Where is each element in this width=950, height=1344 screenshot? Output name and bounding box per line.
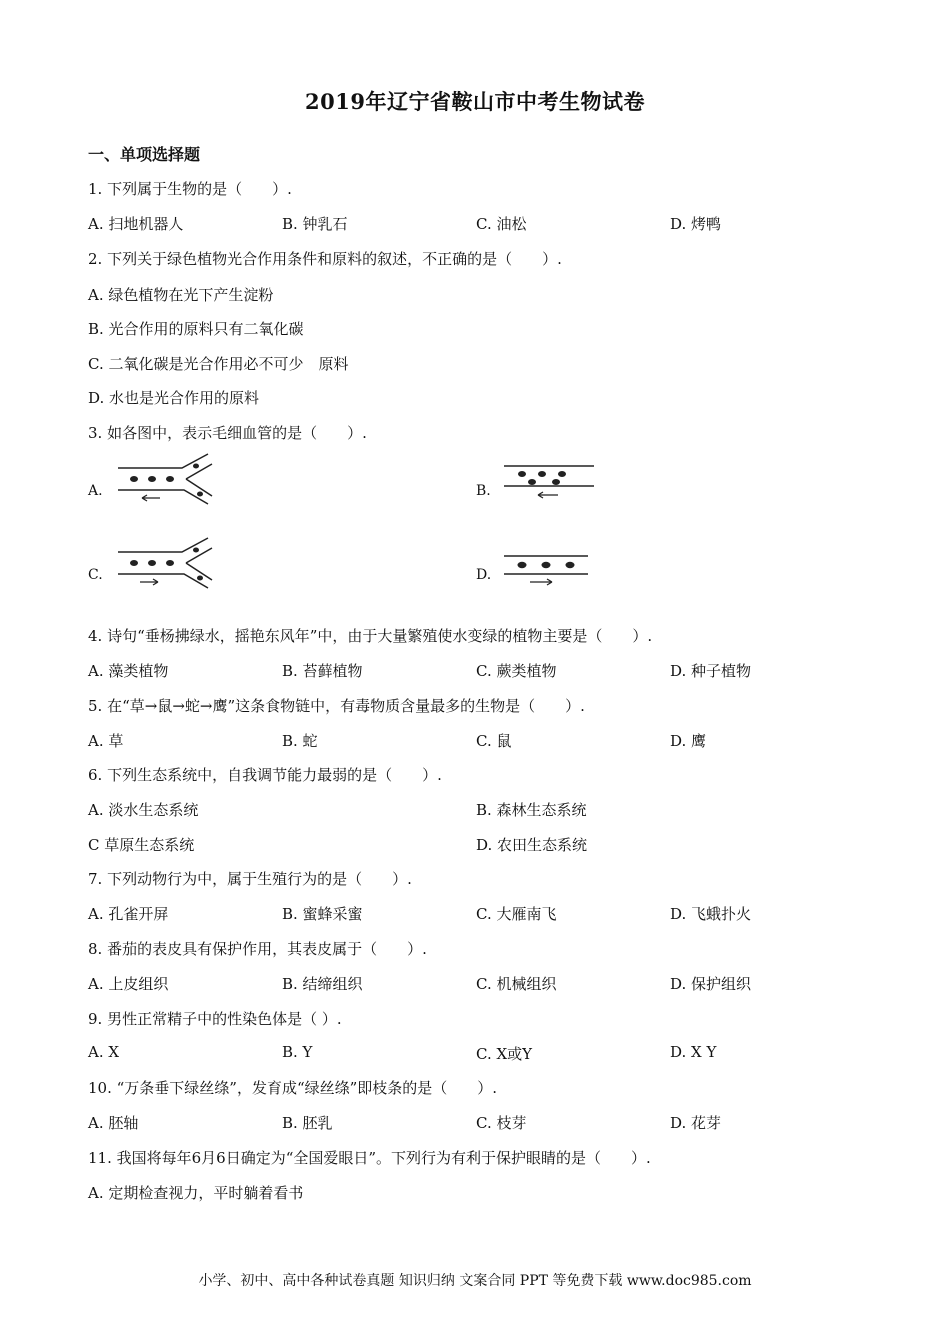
question-5-option-b: B. 蛇 (282, 732, 318, 750)
question-9-option-d: D. X Y (670, 1043, 717, 1061)
question-3-label-a: A. (88, 483, 103, 499)
question-5-option-c: C. 鼠 (476, 732, 512, 750)
question-11-stem: 11. 我国将每年6月6日确定为“全国爱眼日”。下列行为有利于保护眼睛的是（ ）. (88, 1149, 651, 1167)
question-1-option-a: A. 扫地机器人 (88, 215, 184, 233)
question-6-option-c: C 草原生态系统 (88, 836, 195, 854)
question-10-option-b: B. 胚乳 (282, 1114, 333, 1132)
question-10-option-d: D. 花芽 (670, 1114, 722, 1132)
question-4-option-b: B. 苔藓植物 (282, 662, 363, 680)
question-2-stem: 2. 下列关于绿色植物光合作用条件和原料的叙述，不正确的是（ ）. (88, 250, 562, 268)
question-4-option-a: A. 藻类植物 (88, 662, 169, 680)
question-9-option-b: B. Y (282, 1043, 313, 1061)
vessel-diagram-c (112, 536, 222, 594)
question-3-stem: 3. 如各图中，表示毛细血管的是（ ）. (88, 424, 367, 442)
vessel-diagram-a (112, 452, 222, 510)
question-8-option-b: B. 结缔组织 (282, 975, 363, 993)
question-3-label-d: D. (476, 567, 492, 583)
question-3-label-b: B. (476, 483, 491, 499)
question-6-option-d: D. 农田生态系统 (476, 836, 588, 854)
question-5-stem: 5. 在“草→鼠→蛇→鹰”这条食物链中，有毒物质含量最多的生物是（ ）. (88, 697, 585, 715)
vessel-diagram-b (500, 462, 600, 502)
question-2-option-d: D. 水也是光合作用的原料 (88, 389, 260, 407)
question-1-option-c: C. 油松 (476, 215, 527, 233)
question-7-option-a: A. 孔雀开屏 (88, 905, 169, 923)
question-10-stem: 10. “万条垂下绿丝绦”，发育成“绿丝绦”即枝条的是（ ）. (88, 1079, 498, 1097)
question-4-option-c: C. 蕨类植物 (476, 662, 557, 680)
question-7-option-c: C. 大雁南飞 (476, 905, 557, 923)
question-6-stem: 6. 下列生态系统中，自我调节能力最弱的是（ ）. (88, 766, 442, 784)
question-8-stem: 8. 番茄的表皮具有保护作用，其表皮属于（ ）. (88, 940, 427, 958)
question-9-option-a: A. X (88, 1043, 120, 1061)
question-9-option-c: C. X或Y (476, 1045, 533, 1063)
question-8-option-a: A. 上皮组织 (88, 975, 169, 993)
question-2-option-c: C. 二氧化碳是光合作用必不可少 原料 (88, 355, 349, 373)
question-2-option-a: A. 绿色植物在光下产生淀粉 (88, 286, 274, 304)
question-9-stem: 9. 男性正常精子中的性染色体是（ ）. (88, 1010, 342, 1028)
section-heading: 一、单项选择题 (88, 145, 201, 164)
question-5-option-a: A. 草 (88, 732, 124, 750)
question-1-option-d: D. 烤鸭 (670, 215, 722, 233)
question-4-stem: 4. 诗句“垂杨拂绿水，摇艳东风年”中，由于大量繁殖使水变绿的植物主要是（ ）. (88, 627, 653, 645)
question-10-option-c: C. 枝芽 (476, 1114, 527, 1132)
question-6-option-a: A. 淡水生态系统 (88, 801, 199, 819)
question-3-label-c: C. (88, 567, 103, 583)
page-title: 2019年辽宁省鞍山市中考生物试卷 (305, 89, 645, 114)
question-7-option-b: B. 蜜蜂采蜜 (282, 905, 363, 923)
question-8-option-d: D. 保护组织 (670, 975, 752, 993)
question-1-option-b: B. 钟乳石 (282, 215, 348, 233)
question-4-option-d: D. 种子植物 (670, 662, 752, 680)
question-7-stem: 7. 下列动物行为中，属于生殖行为的是（ ）. (88, 870, 412, 888)
question-7-option-d: D. 飞蛾扑火 (670, 905, 752, 923)
question-6-option-b: B. 森林生态系统 (476, 801, 587, 819)
page-footer: 小学、初中、高中各种试卷真题 知识归纳 文案合同 PPT 等免费下载 www.doc985.com (198, 1273, 752, 1289)
vessel-diagram-d (500, 550, 600, 586)
question-11-option-a: A. 定期检查视力，平时躺着看书 (88, 1184, 304, 1202)
question-1-stem: 1. 下列属于生物的是（ ）. (88, 180, 292, 198)
question-8-option-c: C. 机械组织 (476, 975, 557, 993)
question-2-option-b: B. 光合作用的原料只有二氧化碳 (88, 320, 304, 338)
question-10-option-a: A. 胚轴 (88, 1114, 139, 1132)
question-5-option-d: D. 鹰 (670, 732, 707, 750)
